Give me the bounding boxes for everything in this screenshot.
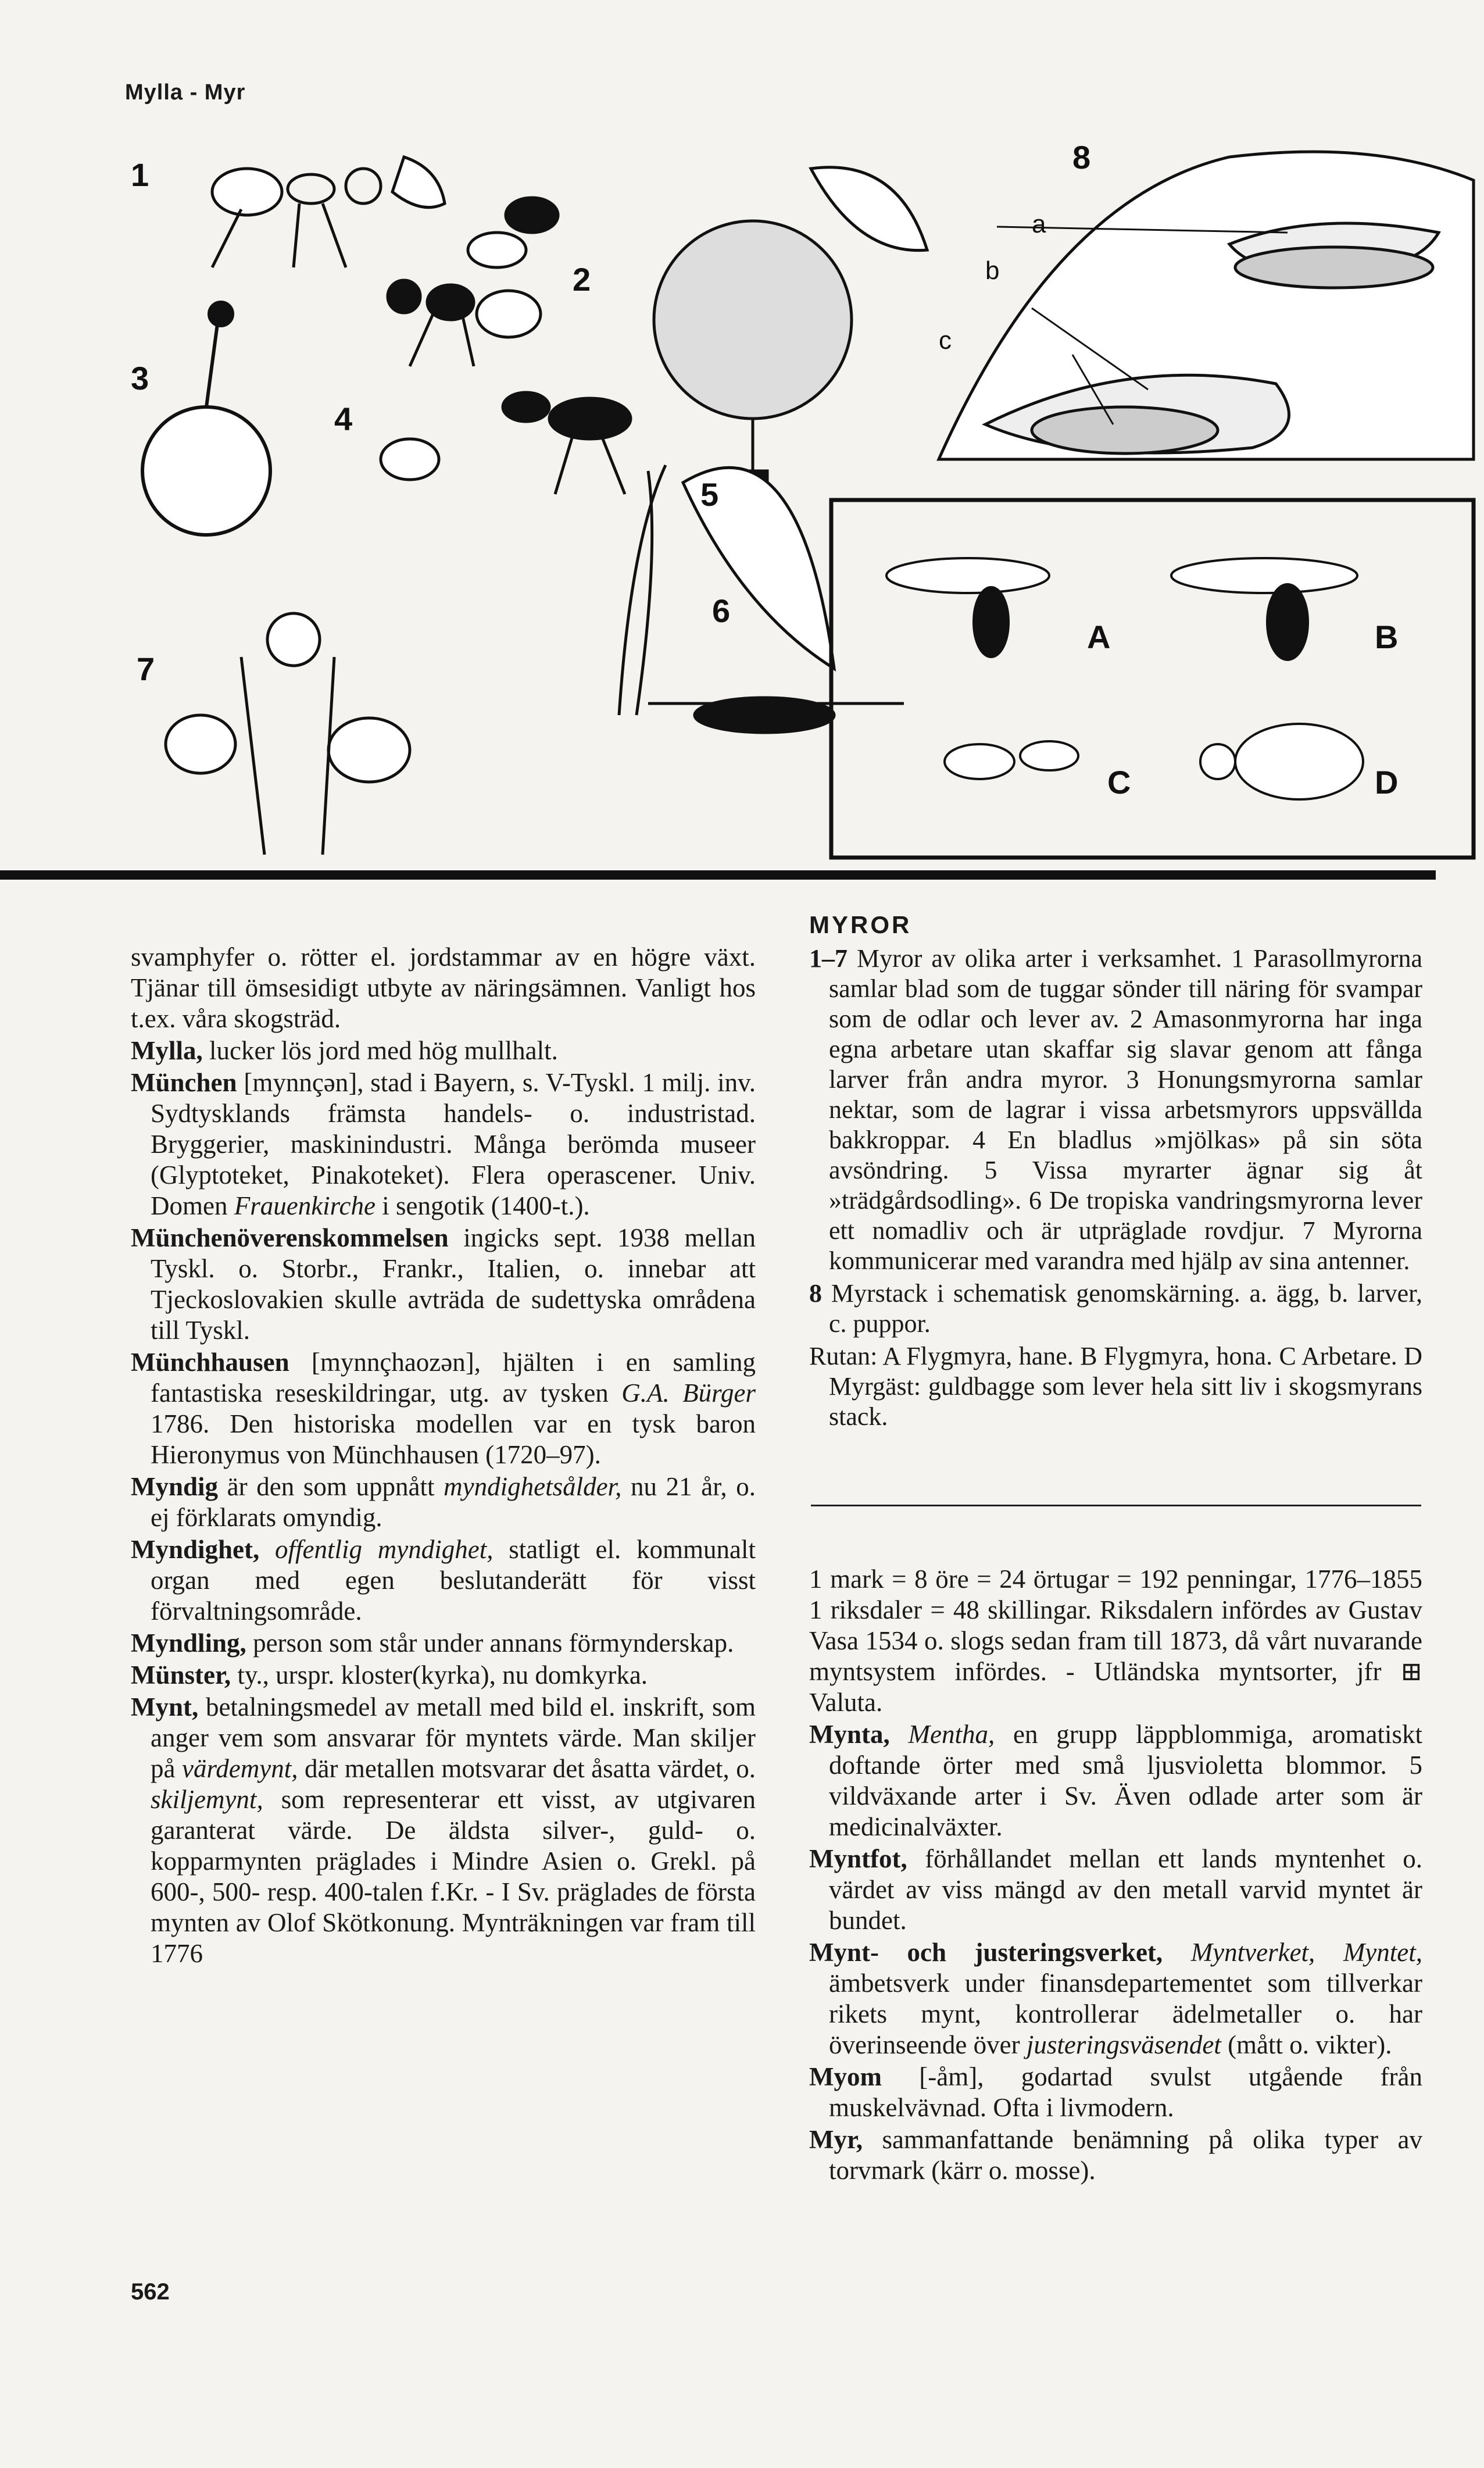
anthill-cross-section <box>939 152 1474 459</box>
ant-figure-1 <box>212 157 445 267</box>
entry-mynta: Mynta, Mentha, en grupp läppblommiga, aromatiskt doftande örter med små ljusvioletta blommor. 5 vildväxande arter i Sv. Även odlade arter som är medicinalväxter. <box>809 1720 1422 1841</box>
entry-munchhausen: Münchhausen [mynnçhaozən], hjälten i en samling fantastiska reseskildringar, utg. av tysken G.A. Bürger 1786. Den historiska modellen var en tysk baron Hieronymus von Münchhausen (1720–97). <box>131 1348 756 1469</box>
figure-label: 2 <box>573 261 591 298</box>
entry-myndling: Myndling, person som står under annans förmynderskap. <box>131 1628 734 1658</box>
ant-figure-3 <box>142 302 270 535</box>
entry-myndighet: Myndighet, offentlig myndighet, statligt el. kommunalt organ med egen beslutanderätt för visst förvaltningsområde. <box>131 1535 756 1626</box>
horizontal-rule <box>0 870 1436 880</box>
worker-ant <box>945 741 1078 779</box>
caption-paragraph: Rutan: A Flygmyra, hane. B Flygmyra, hona. C Arbetare. D Myrgäst: guldbagge som lever hela sitt liv i skogsmyrans stack. <box>809 1342 1423 1431</box>
figure-label: 8 <box>1072 139 1091 176</box>
ant-figure-7 <box>166 613 410 855</box>
entry-myndig: Myndig är den som uppnått myndighetsålder, nu 21 år, o. ej förklarats omyndig. <box>131 1472 756 1532</box>
figure-label: A <box>1087 619 1111 655</box>
figure-label: 5 <box>700 476 719 513</box>
entry-munster: Münster, ty., urspr. kloster(kyrka), nu domkyrka. <box>131 1660 648 1690</box>
figure-label: B <box>1375 619 1399 655</box>
entry-continuation: svamphyfer o. rötter el. jordstammar av en högre växt. Tjänar till ömsesidigt utbyte av näringsämnen. Vanligt hos t.ex. våra skogsträd. <box>131 942 756 1033</box>
right-column <box>809 1564 1422 2187</box>
inset-box <box>831 500 1474 858</box>
figure-caption <box>809 910 1422 1434</box>
ant-illustration <box>125 134 1479 866</box>
entry-myntfot: Myntfot, förhållandet mellan ett lands myntenhet o. värdet av viss mängd av den metall varvid myntet är bundet. <box>809 1844 1422 1935</box>
figure-label: 6 <box>712 592 731 629</box>
flying-ant-male <box>886 558 1049 657</box>
entry-munchenoverenskommelsen: Münchenöverenskommelsen ingicks sept. 1938 mellan Tyskl. o. Storbr., Frankr., Italien, o. innebar att Tjeckoslovakien skulle avträda de sudettyska områdena till Tyskl. <box>131 1223 756 1345</box>
entry-continuation: 1 mark = 8 öre = 24 örtugar = 192 penningar, 1776–1855 1 riksdaler = 48 skillingar. Riksdalern infördes av Gustav Vasa 1534 o. slogs sedan fram till 1873, då vårt nuvarande myntsystem infördes. - Utländska myntsorter, jfr ⊞ Valuta. <box>809 1565 1422 1717</box>
figure-label: 4 <box>334 401 353 437</box>
running-head: Mylla - Myr <box>125 80 246 105</box>
ant-figure-4 <box>381 392 631 494</box>
figure-label: 3 <box>131 360 149 397</box>
figure-label: b <box>985 256 1000 285</box>
entry-myom: Myom [-åm], godartad svulst utgående från muskelvävnad. Ofta i livmodern. <box>809 2062 1423 2122</box>
entry-myr: Myr, sammanfattande benämning på olika typer av torvmark (kärr o. mosse). <box>809 2125 1422 2185</box>
page-number: 562 <box>131 2279 170 2305</box>
entry-myntverket: Mynt- och justeringsverket, Myntverket, Myntet, ämbetsverk under finansdepartementet som tillverkar rikets mynt, kontrollerar ädelmetaller o. har överinseende över justeringsväsendet (mått o. vikter). <box>809 1938 1422 2059</box>
flying-ant-female <box>1171 558 1357 660</box>
caption-rule <box>811 1505 1421 1506</box>
figure-label: c <box>939 326 952 355</box>
entry-munchen: München [mynnçən], stad i Bayern, s. V-Tyskl. 1 milj. inv. Sydtysklands främsta handels- o. industristad. Bryggerier, maskinindustri. Många berömda museer (Glyptoteket, Pinakoteket). Flera operascener. Univ. Domen Frauenkirche i sengotik (1400-t.). <box>131 1068 756 1220</box>
ant-figure-6 <box>619 465 904 733</box>
caption-paragraph: 8 Myrstack i schematisk genomskärning. a. ägg, b. larver, c. puppor. <box>809 1279 1422 1338</box>
figure-label: a <box>1032 210 1046 238</box>
beetle-guest <box>1200 724 1363 799</box>
left-column <box>131 942 756 1970</box>
entry-mylla: Mylla, lucker lös jord med hög mullhalt. <box>131 1036 558 1065</box>
figure-label: 7 <box>137 651 155 687</box>
figure-label: D <box>1375 764 1399 801</box>
figure-label: 1 <box>131 156 149 193</box>
figure-label: C <box>1107 764 1131 801</box>
ant-figure-2 <box>388 198 558 366</box>
entry-mynt: Mynt, betalningsmedel av metall med bild el. inskrift, som anger vem som ansvarar för myntets värde. Man skiljer på värdemynt, där metallen motsvarar det åsatta värdet, o. skiljemynt, som representerar ett visst, av utgivaren garanterat värde. De äldsta silver-, guld- o. kopparmynten präglades i Mindre Asien o. Grekl. på 600-, 500- resp. 400-talen f.Kr. - I Sv. präglades de första mynten av Olof Skötkonung. Mynträkningen var fram till 1776 <box>131 1692 756 1968</box>
caption-paragraph: 1–7 Myror av olika arter i verksamhet. 1 Parasollmyrorna samlar blad som de tuggar sönder till näring för svampar som de odlar och lever av. 2 Amasonmyrorna har inga egna arbetare utan skaffar sig slavar genom att fånga larver från andra myror. 3 Honungsmyrorna samlar nektar, som de lagrar i vissa arbetsmyrors uppsvällda bakkroppar. 4 En bladlus »mjölkas» på sin söta avsöndring. 5 Vissa myrarter ägnar sig åt »trädgårdsodling». 6 De tropiska vandringsmyrorna lever ett nomadliv och är utpräglade rovdjur. 7 Myrorna kommunicerar med varandra med hjälp av sina antenner. <box>809 944 1422 1275</box>
caption-title: MYROR <box>809 911 912 938</box>
